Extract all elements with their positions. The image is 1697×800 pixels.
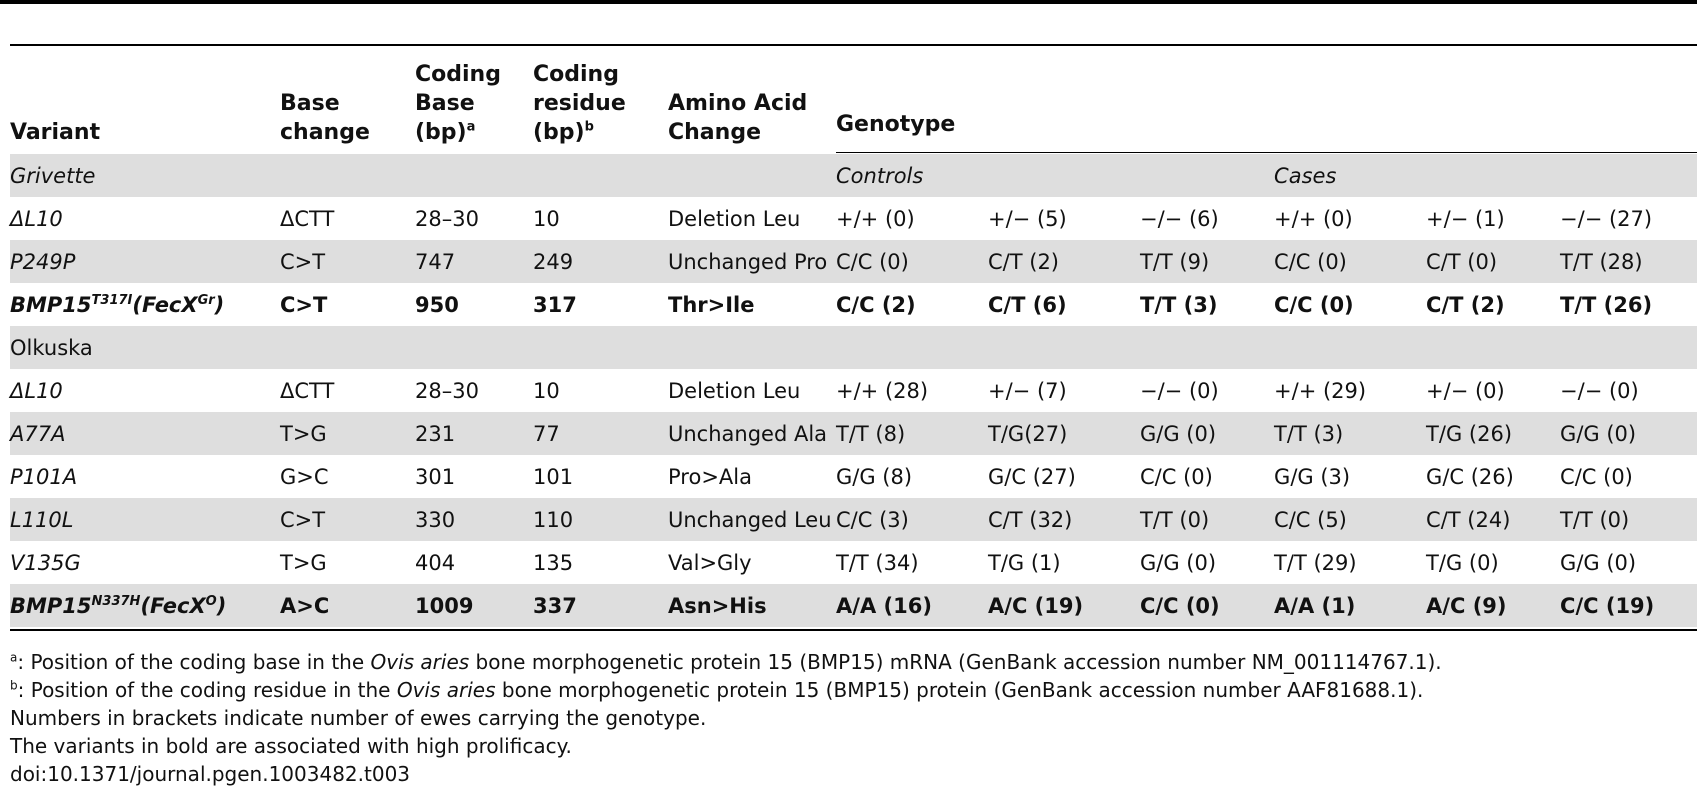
header-base-change-line1: Base bbox=[280, 91, 340, 116]
header-coding-residue-line1: Coding bbox=[533, 62, 619, 87]
case-genotype-cell: T/G (26) bbox=[1426, 412, 1560, 455]
control-genotype-cell: C/T (2) bbox=[988, 240, 1140, 283]
variant-cell bbox=[10, 283, 280, 326]
control-genotype-cell: T/T (34) bbox=[836, 550, 919, 575]
header-coding-base-line1: Coding bbox=[415, 62, 501, 87]
case-genotype-cell: A/A (1) bbox=[1274, 584, 1426, 627]
header-coding-residue-line3 bbox=[533, 118, 626, 147]
footnote-line bbox=[10, 676, 1690, 704]
table-row bbox=[10, 283, 1697, 326]
footnote-line bbox=[10, 760, 1690, 788]
footnote-species: Ovis aries bbox=[396, 678, 496, 702]
control-genotype-cell: C/C (3) bbox=[836, 498, 988, 541]
case-genotype-cell: C/C (0) bbox=[1274, 292, 1354, 317]
case-genotype-cell: T/T (26) bbox=[1560, 292, 1653, 317]
cases-label: Cases bbox=[1274, 154, 1697, 197]
control-genotype-cell: −/− (6) bbox=[1140, 206, 1219, 231]
coding-residue-cell: 10 bbox=[533, 378, 560, 403]
coding-residue-cell: 101 bbox=[533, 464, 574, 489]
footnote-text: : Position of the coding base in the bbox=[17, 650, 371, 674]
header-genotype-label: Genotype bbox=[836, 112, 956, 137]
case-genotype-cell: A/C (9) bbox=[1426, 584, 1560, 627]
table-row bbox=[10, 369, 1697, 412]
footnote-marker: a bbox=[10, 650, 18, 665]
case-genotype-cell: C/C (0) bbox=[1274, 240, 1426, 283]
control-genotype-cell: C/C (0) bbox=[1140, 584, 1274, 627]
coding-base-cell: 1009 bbox=[415, 584, 533, 627]
base-change-cell: A>C bbox=[280, 584, 415, 627]
case-genotype-cell: C/C (5) bbox=[1274, 498, 1426, 541]
variant-name: BMP15 bbox=[10, 593, 92, 618]
variant-cell bbox=[10, 584, 280, 627]
controls-label: Controls bbox=[836, 154, 1274, 197]
case-genotype-cell: T/T (0) bbox=[1560, 498, 1697, 541]
base-change-cell: ΔCTT bbox=[280, 378, 335, 403]
coding-residue-cell: 317 bbox=[533, 292, 577, 317]
case-genotype-cell: G/G (0) bbox=[1560, 550, 1637, 575]
group-label: Grivette bbox=[10, 154, 836, 197]
header-variant-label: Variant bbox=[10, 120, 101, 145]
bottom-rule bbox=[10, 629, 1697, 631]
amino-acid-cell: Asn>His bbox=[668, 584, 836, 627]
case-genotype-cell: C/T (2) bbox=[1426, 292, 1505, 317]
table-row bbox=[10, 455, 1697, 498]
genotype-rule bbox=[836, 152, 1697, 153]
control-genotype-cell: A/A (16) bbox=[836, 584, 988, 627]
coding-residue-cell: 110 bbox=[533, 498, 668, 541]
variant-name: L110L bbox=[10, 507, 74, 532]
control-genotype-cell: +/− (7) bbox=[988, 378, 1067, 403]
variant-name: V135G bbox=[10, 550, 81, 575]
coding-residue-cell: 77 bbox=[533, 412, 668, 455]
case-genotype-cell: −/− (27) bbox=[1560, 206, 1653, 231]
coding-residue-cell: 135 bbox=[533, 550, 574, 575]
footnote-marker: b bbox=[10, 678, 18, 693]
table-row bbox=[10, 412, 1697, 455]
case-genotype-cell: C/C (0) bbox=[1560, 464, 1633, 489]
case-genotype-cell: +/+ (0) bbox=[1274, 206, 1353, 231]
variant-cell bbox=[10, 498, 280, 541]
footnote-species: Ovis aries bbox=[370, 650, 470, 674]
control-genotype-cell: A/C (19) bbox=[988, 584, 1140, 627]
variant-cell bbox=[10, 455, 280, 498]
variant-allele: (FecX bbox=[132, 292, 198, 317]
coding-base-cell: 950 bbox=[415, 292, 459, 317]
amino-acid-cell: Pro>Ala bbox=[668, 464, 752, 489]
variants-table bbox=[10, 154, 1697, 627]
footnote-text: doi:10.1371/journal.pgen.1003482.t003 bbox=[10, 762, 411, 786]
table-row bbox=[10, 498, 1697, 541]
control-genotype-cell: +/+ (0) bbox=[836, 206, 915, 231]
header-amino-acid-line1: Amino Acid bbox=[668, 91, 808, 116]
header-rule bbox=[10, 44, 1697, 46]
case-genotype-cell: C/C (19) bbox=[1560, 584, 1697, 627]
control-genotype-cell: G/C (27) bbox=[988, 464, 1076, 489]
variant-allele: (FecX bbox=[140, 593, 206, 618]
amino-acid-cell: Val>Gly bbox=[668, 550, 752, 575]
header-amino-acid bbox=[668, 89, 807, 147]
footnote-text: The variants in bold are associated with high prolificacy. bbox=[10, 734, 572, 758]
coding-base-cell: 404 bbox=[415, 550, 456, 575]
case-genotype-cell: G/C (26) bbox=[1426, 464, 1514, 489]
footnote-text: Numbers in brackets indicate number of ewes carrying the genotype. bbox=[10, 706, 707, 730]
case-genotype-cell: T/T (29) bbox=[1274, 550, 1357, 575]
header-amino-acid-line2: Change bbox=[668, 120, 761, 145]
variant-name: A77A bbox=[10, 421, 66, 446]
base-change-cell: ΔCTT bbox=[280, 206, 335, 231]
coding-base-cell: 231 bbox=[415, 412, 533, 455]
footnote-line bbox=[10, 704, 1690, 732]
coding-residue-cell: 10 bbox=[533, 206, 560, 231]
variant-name: BMP15 bbox=[10, 292, 92, 317]
variant-cell bbox=[10, 197, 280, 240]
control-genotype-cell: T/G (1) bbox=[988, 550, 1061, 575]
case-genotype-cell: +/− (1) bbox=[1426, 206, 1505, 231]
empty-cell bbox=[836, 326, 1697, 369]
footnote-text-end: bone morphogenetic protein 15 (BMP15) protein (GenBank accession number AAF81688.1). bbox=[495, 678, 1424, 702]
footnotes bbox=[10, 648, 1690, 788]
control-genotype-cell: −/− (0) bbox=[1140, 378, 1219, 403]
header-coding-base-unit: (bp) bbox=[415, 120, 467, 145]
group-row bbox=[10, 154, 1697, 197]
header-coding-residue-line2: residue bbox=[533, 91, 626, 116]
footnote-text: : Position of the coding residue in the bbox=[17, 678, 397, 702]
header-coding-base-line3 bbox=[415, 118, 501, 147]
control-genotype-cell: G/G (0) bbox=[1140, 412, 1274, 455]
case-genotype-cell: G/G (3) bbox=[1274, 464, 1351, 489]
variant-name: P249P bbox=[10, 249, 76, 274]
base-change-cell: C>T bbox=[280, 240, 415, 283]
footnote-marker-b: b bbox=[584, 119, 594, 135]
control-genotype-cell: C/T (6) bbox=[988, 292, 1067, 317]
case-genotype-cell: −/− (0) bbox=[1560, 378, 1639, 403]
case-genotype-cell: T/T (3) bbox=[1274, 412, 1426, 455]
variant-superscript: T317I bbox=[91, 292, 133, 308]
coding-base-cell: 28–30 bbox=[415, 206, 479, 231]
coding-residue-cell: 249 bbox=[533, 240, 668, 283]
control-genotype-cell: T/T (8) bbox=[836, 412, 988, 455]
variant-name: ΔL10 bbox=[10, 206, 63, 231]
case-genotype-cell: T/T (28) bbox=[1560, 240, 1697, 283]
control-genotype-cell: C/T (32) bbox=[988, 498, 1140, 541]
case-genotype-cell: +/+ (29) bbox=[1274, 378, 1367, 403]
control-genotype-cell: G/G (0) bbox=[1140, 550, 1217, 575]
footnote-marker-a: a bbox=[466, 119, 476, 135]
header-genotype bbox=[836, 110, 955, 139]
case-genotype-cell: T/G (0) bbox=[1426, 550, 1499, 575]
amino-acid-cell: Thr>Ile bbox=[668, 292, 755, 317]
footnote-line bbox=[10, 648, 1690, 676]
top-rule bbox=[0, 0, 1697, 4]
variant-superscript: N337H bbox=[91, 593, 141, 609]
header-base-change-line2: change bbox=[280, 120, 370, 145]
case-genotype-cell: C/T (24) bbox=[1426, 498, 1560, 541]
case-genotype-cell: +/− (0) bbox=[1426, 378, 1505, 403]
footnote-line bbox=[10, 732, 1690, 760]
group-row bbox=[10, 326, 1697, 369]
coding-base-cell: 301 bbox=[415, 464, 456, 489]
control-genotype-cell: +/+ (28) bbox=[836, 378, 929, 403]
base-change-cell: C>T bbox=[280, 498, 415, 541]
header-coding-residue bbox=[533, 60, 626, 147]
variant-close: ) bbox=[214, 292, 225, 317]
control-genotype-cell: C/C (0) bbox=[1140, 464, 1213, 489]
group-label: Olkuska bbox=[10, 326, 836, 369]
base-change-cell: T>G bbox=[280, 550, 327, 575]
coding-base-cell: 330 bbox=[415, 498, 533, 541]
control-genotype-cell: T/T (3) bbox=[1140, 292, 1218, 317]
case-genotype-cell: G/G (0) bbox=[1560, 412, 1697, 455]
variant-cell bbox=[10, 412, 280, 455]
control-genotype-cell: T/T (0) bbox=[1140, 498, 1274, 541]
table-row bbox=[10, 541, 1697, 584]
allele-superscript: O bbox=[205, 593, 217, 609]
base-change-cell: C>T bbox=[280, 292, 328, 317]
variant-cell bbox=[10, 369, 280, 412]
coding-residue-cell: 337 bbox=[533, 584, 668, 627]
amino-acid-cell: Unchanged Ala bbox=[668, 412, 836, 455]
amino-acid-cell: Unchanged Pro bbox=[668, 240, 836, 283]
variant-cell bbox=[10, 541, 280, 584]
table-row bbox=[10, 584, 1697, 627]
amino-acid-cell: Unchanged Leu bbox=[668, 498, 836, 541]
control-genotype-cell: T/T (9) bbox=[1140, 240, 1274, 283]
amino-acid-cell: Deletion Leu bbox=[668, 378, 801, 403]
amino-acid-cell: Deletion Leu bbox=[668, 206, 801, 231]
base-change-cell: G>C bbox=[280, 464, 329, 489]
header-variant bbox=[10, 118, 100, 147]
control-genotype-cell: T/G(27) bbox=[988, 412, 1140, 455]
coding-base-cell: 747 bbox=[415, 240, 533, 283]
header-base-change bbox=[280, 89, 370, 147]
variant-close: ) bbox=[216, 593, 227, 618]
coding-base-cell: 28–30 bbox=[415, 378, 479, 403]
control-genotype-cell: C/C (0) bbox=[836, 240, 988, 283]
footnote-text-end: bone morphogenetic protein 15 (BMP15) mRNA (GenBank accession number NM_001114767.1). bbox=[469, 650, 1442, 674]
control-genotype-cell: +/− (5) bbox=[988, 206, 1067, 231]
allele-superscript: Gr bbox=[197, 292, 215, 308]
control-genotype-cell: G/G (8) bbox=[836, 464, 913, 489]
header-coding-base bbox=[415, 60, 501, 147]
header-coding-residue-unit: (bp) bbox=[533, 120, 585, 145]
control-genotype-cell: C/C (2) bbox=[836, 292, 916, 317]
table-row bbox=[10, 240, 1697, 283]
variant-name: ΔL10 bbox=[10, 378, 63, 403]
variant-cell bbox=[10, 240, 280, 283]
base-change-cell: T>G bbox=[280, 412, 415, 455]
case-genotype-cell: C/T (0) bbox=[1426, 240, 1560, 283]
header-coding-base-line2: Base bbox=[415, 91, 475, 116]
table-row bbox=[10, 197, 1697, 240]
variant-name: P101A bbox=[10, 464, 78, 489]
